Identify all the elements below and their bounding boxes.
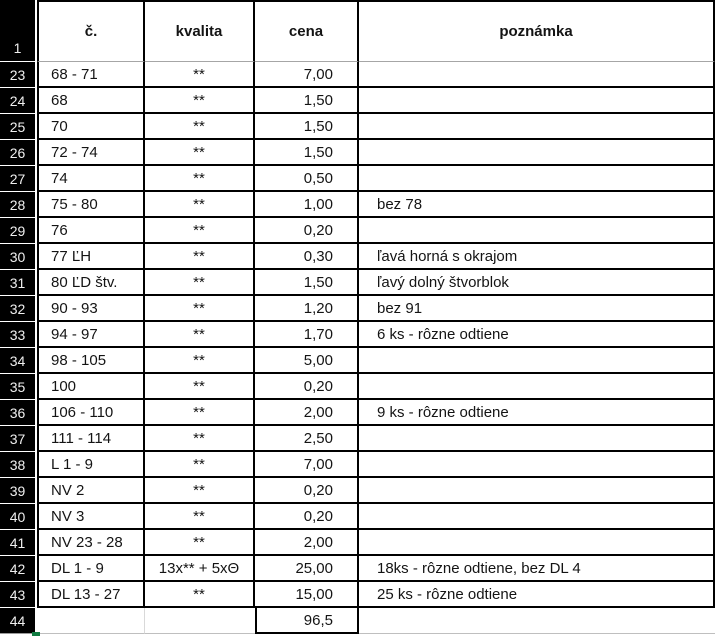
cell-kvalita[interactable]: ** (145, 140, 255, 166)
cell-cena[interactable]: 1,20 (255, 296, 359, 322)
cell-poznamka[interactable]: bez 91 (359, 296, 715, 322)
row-number-cell[interactable]: 34 (0, 348, 37, 374)
cell-poznamka[interactable] (359, 608, 715, 634)
cell-cena[interactable]: 1,50 (255, 270, 359, 296)
cell-poznamka[interactable] (359, 218, 715, 244)
table-row (0, 244, 715, 270)
row-number-cell[interactable]: 40 (0, 504, 37, 530)
table-row (0, 348, 715, 374)
table-row (0, 88, 715, 114)
cell-kvalita[interactable]: ** (145, 166, 255, 192)
cell-c[interactable]: 75 - 80 (37, 192, 145, 218)
cell-c[interactable]: 98 - 105 (37, 348, 145, 374)
table-row (0, 270, 715, 296)
table-row (0, 426, 715, 452)
cell-kvalita[interactable]: ** (145, 478, 255, 504)
cell-cena[interactable]: 1,50 (255, 114, 359, 140)
cell-cena[interactable]: 1,50 (255, 88, 359, 114)
cell-poznamka[interactable] (359, 114, 715, 140)
cell-poznamka[interactable] (359, 62, 715, 88)
row-number-cell[interactable]: 36 (0, 400, 37, 426)
cell-poznamka[interactable] (359, 504, 715, 530)
cell-poznamka[interactable]: 25 ks - rôzne odtiene (359, 582, 715, 608)
cell-c[interactable]: 106 - 110 (37, 400, 145, 426)
cell-c[interactable]: 77 ĽH (37, 244, 145, 270)
cell-cena[interactable]: 15,00 (255, 582, 359, 608)
cell-c[interactable]: 94 - 97 (37, 322, 145, 348)
table-row (0, 478, 715, 504)
cell-kvalita[interactable]: ** (145, 192, 255, 218)
cell-kvalita[interactable]: ** (145, 114, 255, 140)
cell-c[interactable]: NV 3 (37, 504, 145, 530)
table-row (0, 452, 715, 478)
cell-poznamka[interactable]: bez 78 (359, 192, 715, 218)
row-number-cell[interactable]: 26 (0, 140, 37, 166)
cell-c[interactable]: 80 ĽD štv. (37, 270, 145, 296)
cell-poznamka[interactable]: 18ks - rôzne odtiene, bez DL 4 (359, 556, 715, 582)
cell-poznamka[interactable]: ľavý dolný štvorblok (359, 270, 715, 296)
column-header-c[interactable]: č. (37, 0, 145, 62)
cell-c[interactable]: DL 1 - 9 (37, 556, 145, 582)
table-row (0, 296, 715, 322)
cell-c[interactable]: L 1 - 9 (37, 452, 145, 478)
cell-c[interactable]: 74 (37, 166, 145, 192)
cell-poznamka[interactable]: ľavá horná s okrajom (359, 244, 715, 270)
cell-poznamka[interactable] (359, 348, 715, 374)
cell-cena[interactable]: 1,00 (255, 192, 359, 218)
cell-poznamka[interactable] (359, 452, 715, 478)
row-number-cell[interactable]: 43 (0, 582, 37, 608)
table-row (0, 218, 715, 244)
row-number-cell[interactable]: 1 (0, 0, 37, 62)
row-number-cell[interactable]: 38 (0, 452, 37, 478)
cell-kvalita[interactable]: ** (145, 244, 255, 270)
cell-cena[interactable]: 7,00 (255, 452, 359, 478)
cell-cena[interactable]: 2,00 (255, 530, 359, 556)
row-number-cell[interactable]: 39 (0, 478, 37, 504)
cell-kvalita[interactable]: ** (145, 374, 255, 400)
cell-cena[interactable]: 5,00 (255, 348, 359, 374)
cell-cena[interactable]: 0,20 (255, 218, 359, 244)
cell-kvalita[interactable] (145, 608, 255, 634)
cell-cena[interactable]: 2,50 (255, 426, 359, 452)
row-number-cell[interactable]: 37 (0, 426, 37, 452)
row-number-cell[interactable]: 31 (0, 270, 37, 296)
cell-kvalita[interactable]: ** (145, 348, 255, 374)
cell-poznamka[interactable] (359, 530, 715, 556)
cell-c[interactable]: NV 2 (37, 478, 145, 504)
table-row (0, 62, 715, 88)
cell-c[interactable]: 100 (37, 374, 145, 400)
cell-c[interactable]: DL 13 - 27 (37, 582, 145, 608)
row-number-cell[interactable]: 27 (0, 166, 37, 192)
cell-kvalita[interactable]: ** (145, 400, 255, 426)
table-row (0, 322, 715, 348)
column-header-poznamka[interactable]: poznámka (359, 0, 715, 62)
column-header-kvalita[interactable]: kvalita (145, 0, 255, 62)
row-number-cell[interactable]: 44 (0, 608, 37, 634)
cell-kvalita[interactable]: ** (145, 62, 255, 88)
cell-cena[interactable]: 7,00 (255, 62, 359, 88)
table-row (0, 582, 715, 608)
cell-c[interactable]: 111 - 114 (37, 426, 145, 452)
cell-c[interactable]: 90 - 93 (37, 296, 145, 322)
row-number-cell[interactable]: 42 (0, 556, 37, 582)
cell-c[interactable]: 68 - 71 (37, 62, 145, 88)
cell-cena[interactable]: 0,30 (255, 244, 359, 270)
row-number-cell[interactable]: 28 (0, 192, 37, 218)
cell-cena[interactable]: 0,20 (255, 504, 359, 530)
cell-c[interactable] (37, 608, 145, 634)
table-row (0, 114, 715, 140)
table-row (0, 140, 715, 166)
table-row (0, 192, 715, 218)
cell-cena[interactable]: 1,70 (255, 322, 359, 348)
row-number-cell[interactable]: 25 (0, 114, 37, 140)
cell-poznamka[interactable] (359, 426, 715, 452)
table-row (0, 400, 715, 426)
row-number-cell[interactable]: 23 (0, 62, 37, 88)
cell-cena[interactable]: 0,20 (255, 374, 359, 400)
cell-poznamka[interactable]: 9 ks - rôzne odtiene (359, 400, 715, 426)
table-row (0, 166, 715, 192)
active-cell-indicator (32, 632, 40, 636)
cell-cena[interactable]: 25,00 (255, 556, 359, 582)
cell-poznamka[interactable] (359, 88, 715, 114)
row-number-cell[interactable]: 35 (0, 374, 37, 400)
row-number-cell[interactable]: 33 (0, 322, 37, 348)
cell-kvalita[interactable]: ** (145, 270, 255, 296)
cell-cena[interactable]: 0,50 (255, 166, 359, 192)
cell-kvalita[interactable]: ** (145, 218, 255, 244)
row-number-cell[interactable]: 30 (0, 244, 37, 270)
cell-kvalita[interactable]: ** (145, 296, 255, 322)
cell-kvalita[interactable]: ** (145, 504, 255, 530)
cell-poznamka[interactable] (359, 374, 715, 400)
cell-cena[interactable]: 96,5 (255, 608, 359, 634)
cell-cena[interactable]: 2,00 (255, 400, 359, 426)
cell-kvalita[interactable]: ** (145, 452, 255, 478)
cell-kvalita[interactable]: ** (145, 88, 255, 114)
cell-c[interactable]: 70 (37, 114, 145, 140)
cell-poznamka[interactable] (359, 166, 715, 192)
cell-c[interactable]: 72 - 74 (37, 140, 145, 166)
cell-poznamka[interactable] (359, 140, 715, 166)
cell-poznamka[interactable]: 6 ks - rôzne odtiene (359, 322, 715, 348)
cell-kvalita[interactable]: ** (145, 530, 255, 556)
header-row (0, 0, 715, 62)
row-number-cell[interactable]: 29 (0, 218, 37, 244)
column-header-cena[interactable]: cena (255, 0, 359, 62)
sheet-body (0, 62, 715, 634)
table-row (0, 530, 715, 556)
cell-kvalita[interactable]: ** (145, 322, 255, 348)
cell-poznamka[interactable] (359, 478, 715, 504)
cell-c[interactable]: NV 23 - 28 (37, 530, 145, 556)
cell-kvalita[interactable]: 13x** + 5xΘ (145, 556, 255, 582)
cell-c[interactable]: 76 (37, 218, 145, 244)
cell-kvalita[interactable]: ** (145, 582, 255, 608)
cell-kvalita[interactable]: ** (145, 426, 255, 452)
row-number-cell[interactable]: 41 (0, 530, 37, 556)
table-row (0, 504, 715, 530)
cell-c[interactable]: 68 (37, 88, 145, 114)
cell-cena[interactable]: 1,50 (255, 140, 359, 166)
table-row (0, 374, 715, 400)
table-row (0, 608, 715, 634)
table-row (0, 556, 715, 582)
row-number-cell[interactable]: 32 (0, 296, 37, 322)
row-number-cell[interactable]: 24 (0, 88, 37, 114)
cell-cena[interactable]: 0,20 (255, 478, 359, 504)
